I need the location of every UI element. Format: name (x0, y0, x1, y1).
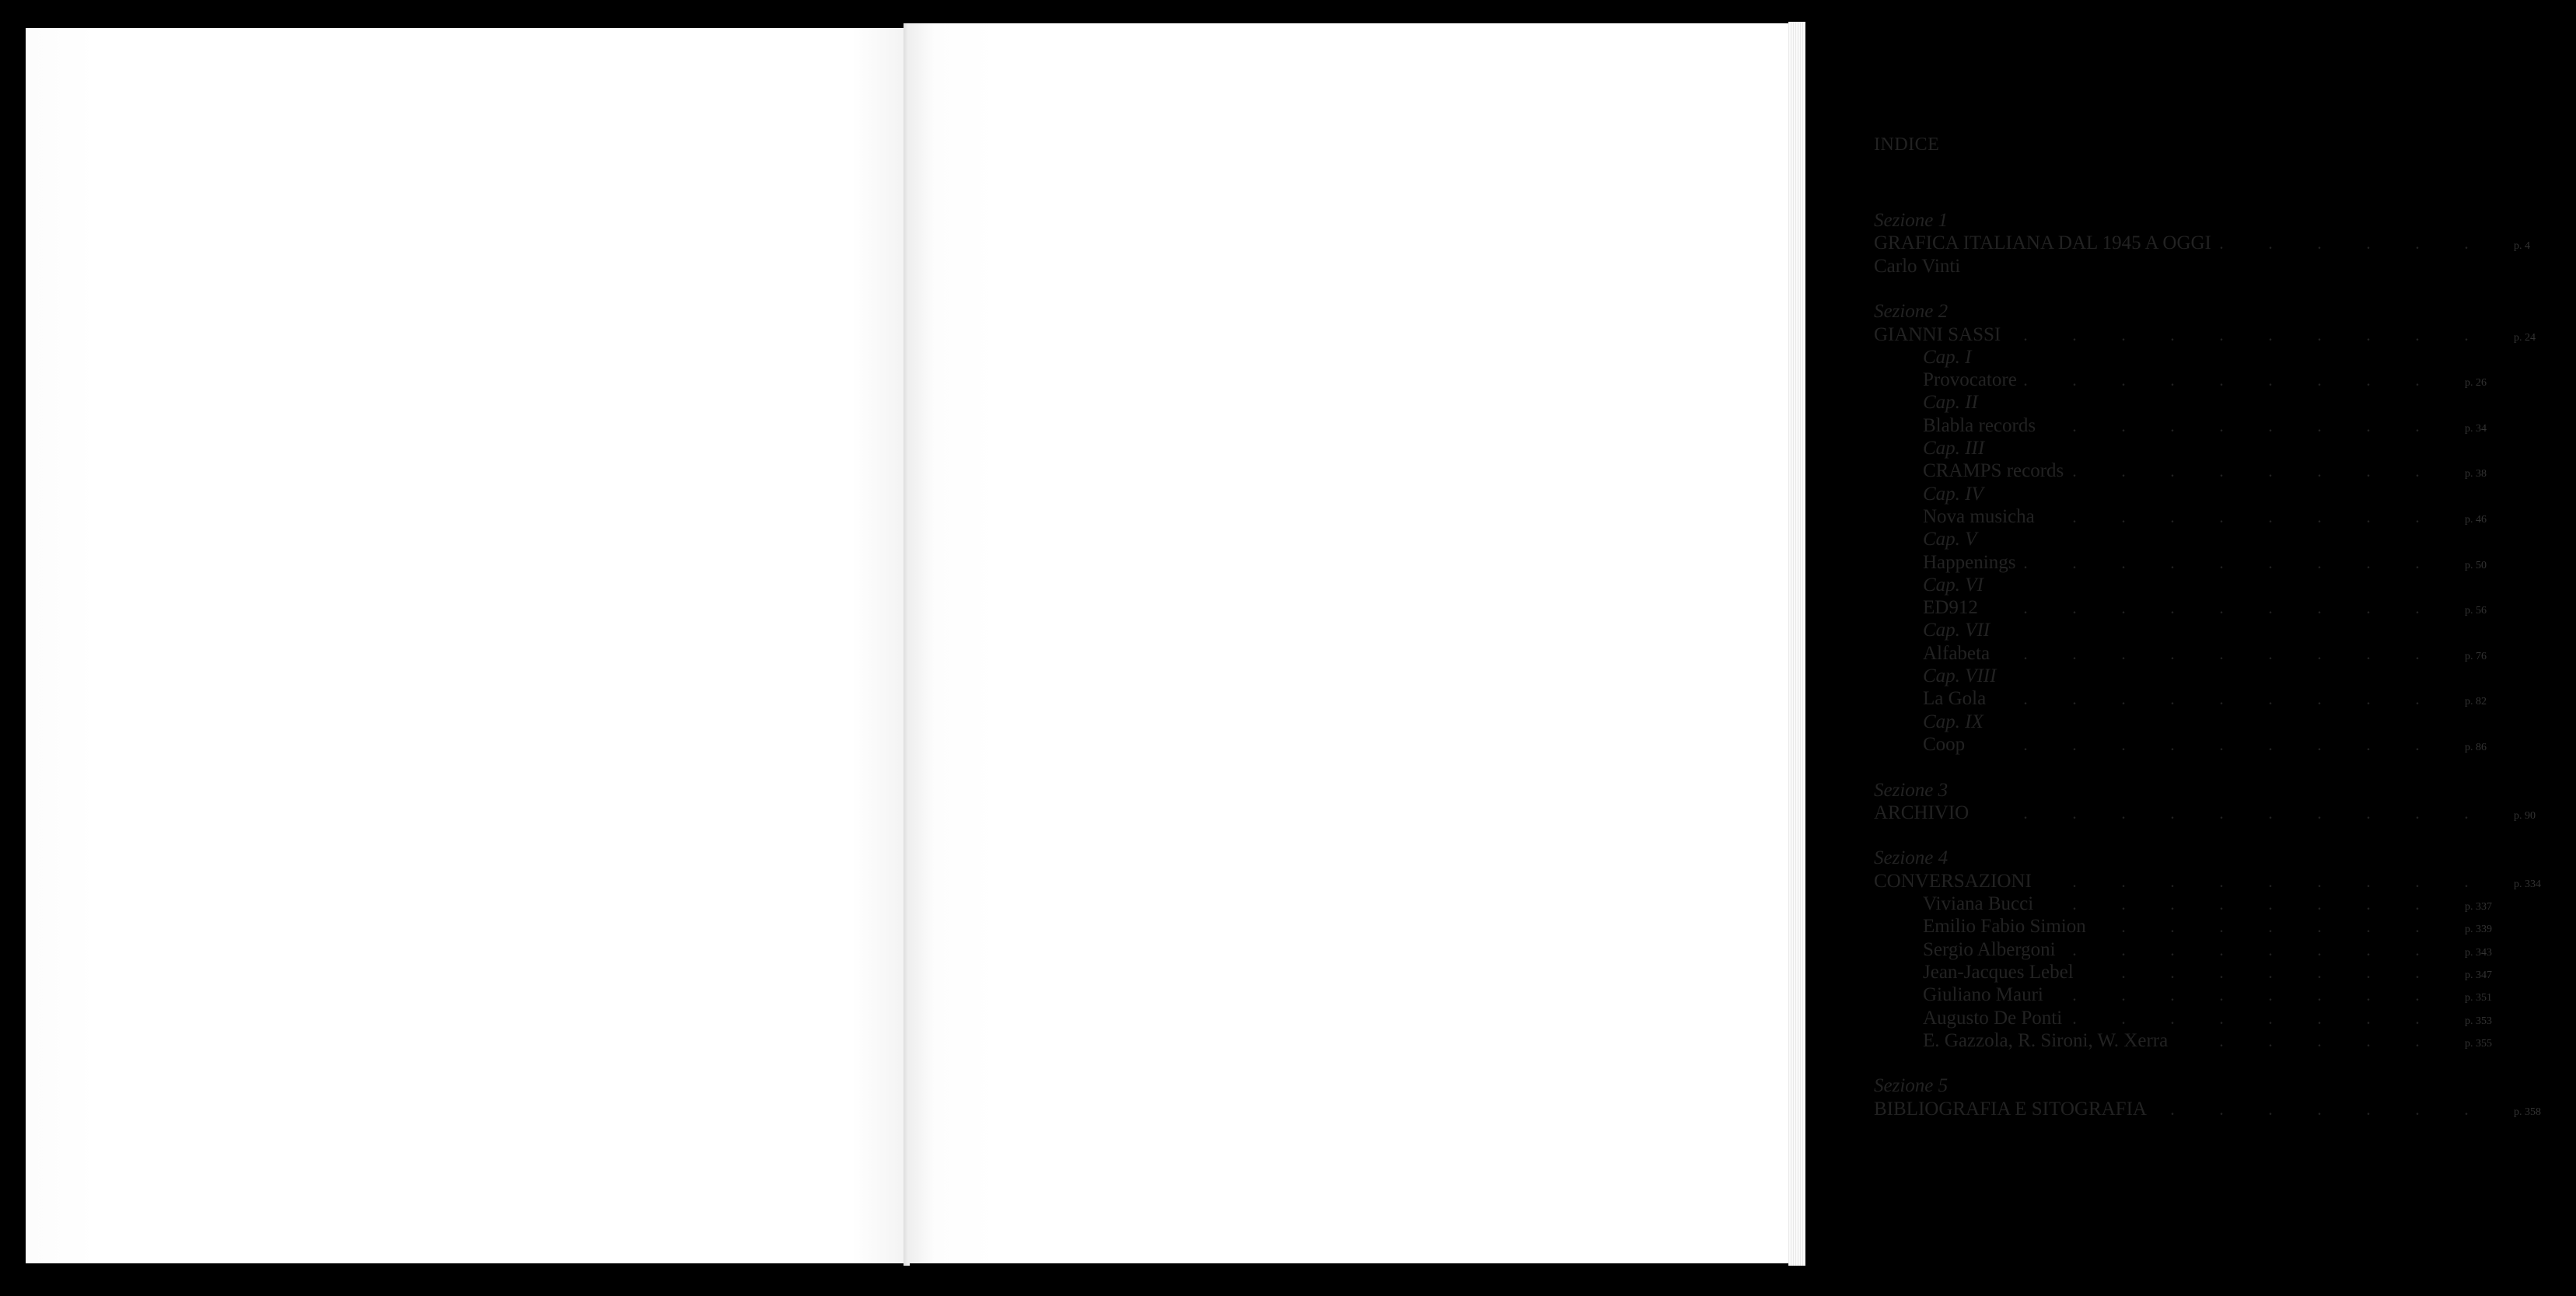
leader-dot: . (2268, 734, 2273, 754)
leader-dot: . (2268, 939, 2273, 959)
chapter-title: Giuliano Mauri (1923, 984, 2043, 1006)
leader-dot: . (2268, 1030, 2273, 1050)
section-label: Sezione 4 (1874, 847, 1949, 869)
leader-dot: . (2366, 370, 2371, 390)
chapter-title: E. Gazzola, R. Sironi, W. Xerra (1923, 1029, 2169, 1051)
leader-dot: . (2317, 506, 2322, 526)
leader-dot: . (2366, 689, 2371, 709)
toc-entry-chapter[interactable] (1923, 961, 2576, 984)
leader-dot: . (2317, 643, 2322, 663)
section-title: BIBLIOGRAFIA E SITOGRAFIA (1874, 1098, 2147, 1120)
leader-dot: . (2268, 802, 2273, 823)
leader-dot: . (2219, 962, 2224, 982)
chapter-label: Cap. IX (1923, 711, 1984, 732)
leader-dot: . (2317, 962, 2322, 982)
chapter-title: Nova musicha (1923, 505, 2035, 527)
section-label: Sezione 2 (1874, 301, 1949, 323)
leader-dot: . (2415, 802, 2420, 823)
leader-dot: . (2121, 917, 2126, 937)
leader-dot: . (2268, 1008, 2273, 1028)
leader-dot: . (2415, 370, 2420, 390)
leader-dot: . (2219, 871, 2224, 891)
leader-dot: . (2317, 415, 2322, 435)
chapter-title: Sergio Albergoni (1923, 938, 2056, 960)
leader-dot: . (2023, 324, 2028, 344)
leader-dot: . (2317, 552, 2322, 572)
leader-dot: . (2219, 598, 2224, 618)
leader-dot: . (2121, 324, 2126, 344)
left-blank-page (26, 28, 905, 1263)
leader-dot: . (2023, 643, 2028, 663)
page-number: p. 24 (2514, 331, 2536, 344)
toc-entry-chapter[interactable] (1923, 915, 2576, 938)
page-number: p. 339 (2465, 924, 2492, 936)
leader-dot: . (2317, 894, 2322, 913)
leader-dot: . (2219, 1099, 2224, 1119)
leader-dot: . (2415, 324, 2420, 344)
leader-dot: . (2219, 689, 2224, 709)
section-author: Carlo Vinti (1874, 255, 1961, 277)
section-title: ARCHIVIO (1874, 802, 1970, 823)
leader-dot: . (2317, 871, 2322, 891)
leader-dot: . (2317, 233, 2322, 253)
leader-dot: . (2219, 233, 2224, 253)
leader-dot: . (2317, 1030, 2322, 1050)
right-page (907, 23, 2541, 1263)
leader-dot: . (2170, 598, 2175, 618)
leader-dot: . (2268, 598, 2273, 618)
leader-dot: . (2219, 415, 2224, 435)
leader-dot: . (2121, 552, 2126, 572)
toc-entry-section[interactable] (1874, 802, 2574, 825)
leader-dot: . (2170, 917, 2175, 937)
leader-dot: . (2219, 1030, 2224, 1050)
leader-dot: . (2072, 598, 2077, 618)
leader-dot: . (2268, 233, 2273, 253)
page-number: p. 343 (2465, 946, 2492, 959)
leader-dot: . (2170, 552, 2175, 572)
leader-dot: . (2317, 324, 2322, 344)
toc-entry-chapter[interactable] (1923, 505, 2576, 529)
toc-entry-chapter[interactable] (1923, 369, 2576, 392)
chapter-title: Coop (1923, 733, 1966, 755)
page-number: p. 358 (2514, 1106, 2541, 1118)
chapter-title: La Gola (1923, 688, 1987, 710)
leader-dot: . (2415, 689, 2420, 709)
toc-entry-chapter[interactable] (1923, 1029, 2576, 1053)
leader-dot: . (2121, 506, 2126, 526)
leader-dot: . (2170, 985, 2175, 1005)
leader-dot: . (2121, 461, 2126, 481)
chapter-label: Cap. V (1923, 529, 1977, 550)
leader-dot: . (2268, 985, 2273, 1005)
toc-entry-chapter[interactable] (1923, 983, 2576, 1007)
leader-dot: . (2366, 985, 2371, 1005)
leader-dot: . (2366, 598, 2371, 618)
leader-dot: . (2317, 598, 2322, 618)
leader-dot: . (2170, 962, 2175, 982)
page-number: p. 334 (2514, 878, 2541, 890)
leader-dot: . (2366, 506, 2371, 526)
toc-entry-chapter[interactable] (1923, 642, 2576, 665)
chapter-title: Emilio Fabio Simion (1923, 916, 2086, 938)
chapter-title: Provocatore (1923, 369, 2017, 391)
leader-dot: . (2317, 985, 2322, 1005)
leader-dot: . (2121, 370, 2126, 390)
page-number: p. 82 (2465, 696, 2487, 708)
leader-dot: . (2121, 985, 2126, 1005)
leader-dot: . (2219, 917, 2224, 937)
leader-dot: . (2366, 894, 2371, 913)
chapter-label: Cap. IV (1923, 483, 1984, 505)
leader-dot: . (2219, 552, 2224, 572)
toc-entry-chapter[interactable] (1923, 414, 2576, 438)
leader-dot: . (2268, 415, 2273, 435)
leader-dot: . (2219, 894, 2224, 913)
chapter-label: Cap. VIII (1923, 665, 1997, 686)
page-number: p. 347 (2465, 969, 2492, 981)
leader-dot: . (2023, 598, 2028, 618)
leader-dot: . (2121, 598, 2126, 618)
index-title: INDICE (1874, 134, 1940, 155)
leader-dot: . (2219, 506, 2224, 526)
leader-dot: . (2415, 871, 2420, 891)
leader-dot: . (2219, 461, 2224, 481)
chapter-label: Cap. III (1923, 438, 1985, 459)
leader-dot: . (2219, 1008, 2224, 1028)
leader-dot: . (2366, 1030, 2371, 1050)
leader-dot: . (2072, 506, 2077, 526)
section-label: Sezione 1 (1874, 210, 1949, 231)
toc-entry-chapter[interactable] (1923, 1007, 2576, 1030)
page-number: p. 56 (2465, 605, 2487, 617)
section-title: GRAFICA ITALIANA DAL 1945 A OGGI (1874, 232, 2211, 254)
leader-dot: . (2219, 985, 2224, 1005)
leader-dot: . (2415, 461, 2420, 481)
leader-dot: . (2464, 1099, 2469, 1119)
leader-dot: . (2219, 939, 2224, 959)
leader-dot: . (2366, 734, 2371, 754)
leader-dot: . (2121, 962, 2126, 982)
leader-dot: . (2415, 1030, 2420, 1050)
section-label: Sezione 3 (1874, 779, 1949, 801)
leader-dot: . (2268, 1099, 2273, 1119)
leader-dot: . (2268, 552, 2273, 572)
leader-dot: . (2415, 598, 2420, 618)
leader-dot: . (2072, 985, 2077, 1005)
leader-dot: . (2366, 552, 2371, 572)
leader-dot: . (2415, 894, 2420, 913)
leader-dot: . (2464, 233, 2469, 253)
leader-dot: . (2464, 802, 2469, 823)
leader-dot: . (2317, 734, 2322, 754)
leader-dot: . (2366, 233, 2371, 253)
leader-dot: . (2170, 1099, 2175, 1119)
chapter-label: Cap. I (1923, 346, 1972, 368)
section-label: Sezione 5 (1874, 1075, 1949, 1097)
leader-dot: . (2170, 370, 2175, 390)
leader-dot: . (2023, 370, 2028, 390)
toc-entry-section[interactable] (1874, 232, 2574, 255)
leader-dot: . (2219, 370, 2224, 390)
chapter-label: Cap. VII (1923, 620, 1991, 641)
leader-dot: . (2023, 734, 2028, 754)
leader-dot: . (2121, 802, 2126, 823)
leader-dot: . (2268, 506, 2273, 526)
chapter-title: CRAMPS records (1923, 460, 2064, 482)
toc-entry-chapter[interactable] (1923, 938, 2576, 962)
leader-dot: . (2170, 506, 2175, 526)
leader-dot: . (2268, 643, 2273, 663)
leader-dot: . (2464, 871, 2469, 891)
leader-dot: . (2121, 734, 2126, 754)
leader-dot: . (2023, 802, 2028, 823)
leader-dot: . (2366, 643, 2371, 663)
leader-dot: . (2219, 643, 2224, 663)
leader-dot: . (2317, 939, 2322, 959)
page-number: p. 26 (2465, 377, 2487, 389)
leader-dot: . (2268, 370, 2273, 390)
leader-dot: . (2170, 461, 2175, 481)
section-title: GIANNI SASSI (1874, 323, 2001, 345)
leader-dot: . (2072, 643, 2077, 663)
leader-dot: . (2072, 939, 2077, 959)
leader-dot: . (2170, 1008, 2175, 1028)
leader-dot: . (2366, 871, 2371, 891)
leader-dot: . (2170, 734, 2175, 754)
toc-entry-chapter[interactable] (1923, 551, 2576, 575)
leader-dot: . (2317, 802, 2322, 823)
leader-dot: . (2317, 461, 2322, 481)
leader-dot: . (2170, 871, 2175, 891)
leader-dot: . (2170, 689, 2175, 709)
leader-dot: . (2121, 415, 2126, 435)
toc-entry-chapter[interactable] (1923, 893, 2576, 916)
leader-dot: . (2317, 1008, 2322, 1028)
leader-dot: . (2023, 552, 2028, 572)
chapter-label: Cap. II (1923, 392, 1978, 414)
leader-dot: . (2268, 871, 2273, 891)
page-edges (1788, 22, 1805, 1266)
leader-dot: . (2170, 894, 2175, 913)
leader-dot: . (2366, 461, 2371, 481)
leader-dot: . (2268, 689, 2273, 709)
toc-entry-chapter[interactable] (1923, 459, 2576, 483)
leader-dot: . (2366, 939, 2371, 959)
leader-dot: . (2023, 689, 2028, 709)
chapter-title: Blabla records (1923, 414, 2036, 436)
page-number: p. 50 (2465, 559, 2487, 571)
leader-dot: . (2415, 985, 2420, 1005)
leader-dot: . (2366, 415, 2371, 435)
chapter-title: Viviana Bucci (1923, 893, 2034, 914)
leader-dot: . (2072, 461, 2077, 481)
table-of-contents (1874, 23, 2574, 1263)
chapter-title: Jean-Jacques Lebel (1923, 961, 2074, 983)
leader-dot: . (2170, 802, 2175, 823)
leader-dot: . (2072, 871, 2077, 891)
toc-entry-chapter[interactable] (1923, 687, 2576, 711)
leader-dot: . (2121, 939, 2126, 959)
chapter-label: Cap. VI (1923, 574, 1984, 596)
leader-dot: . (2268, 894, 2273, 913)
section-title: CONVERSAZIONI (1874, 870, 2032, 892)
leader-dot: . (2415, 506, 2420, 526)
page-number: p. 86 (2465, 741, 2487, 753)
leader-dot: . (2072, 802, 2077, 823)
leader-dot: . (2415, 917, 2420, 937)
toc-entry-section[interactable] (1874, 1098, 2574, 1121)
leader-dot: . (2121, 894, 2126, 913)
toc-entry-chapter[interactable] (1923, 733, 2576, 756)
leader-dot: . (2268, 461, 2273, 481)
page-number: p. 76 (2465, 650, 2487, 662)
leader-dot: . (2072, 1008, 2077, 1028)
leader-dot: . (2317, 917, 2322, 937)
leader-dot: . (2268, 962, 2273, 982)
leader-dot: . (2366, 962, 2371, 982)
page-number: p. 4 (2514, 240, 2530, 253)
leader-dot: . (2415, 962, 2420, 982)
leader-dot: . (2072, 415, 2077, 435)
leader-dot: . (2415, 233, 2420, 253)
leader-dot: . (2121, 643, 2126, 663)
leader-dot: . (2317, 689, 2322, 709)
leader-dot: . (2317, 370, 2322, 390)
page-number: p. 351 (2465, 992, 2492, 1004)
leader-dot: . (2366, 1008, 2371, 1028)
chapter-title: Happenings (1923, 551, 2016, 573)
chapter-title: Alfabeta (1923, 642, 1991, 664)
toc-entry-section[interactable] (1874, 870, 2574, 893)
leader-dot: . (2219, 324, 2224, 344)
leader-dot: . (2121, 1008, 2126, 1028)
leader-dot: . (2415, 1008, 2420, 1028)
leader-dot: . (2170, 939, 2175, 959)
leader-dot: . (2170, 415, 2175, 435)
page-number: p. 38 (2465, 468, 2487, 480)
leader-dot: . (2219, 802, 2224, 823)
leader-dot: . (2415, 939, 2420, 959)
leader-dot: . (2366, 917, 2371, 937)
leader-dot: . (2072, 734, 2077, 754)
leader-dot: . (2317, 1099, 2322, 1119)
leader-dot: . (2219, 734, 2224, 754)
page-number: p. 34 (2465, 422, 2487, 435)
leader-dot: . (2072, 689, 2077, 709)
leader-dot: . (2268, 324, 2273, 344)
leader-dot: . (2366, 324, 2371, 344)
leader-dot: . (2072, 324, 2077, 344)
leader-dot: . (2170, 643, 2175, 663)
chapter-title: Augusto De Ponti (1923, 1007, 2063, 1029)
leader-dot: . (2268, 917, 2273, 937)
leader-dot: . (2366, 802, 2371, 823)
leader-dot: . (2072, 552, 2077, 572)
leader-dot: . (2072, 370, 2077, 390)
page-number: p. 353 (2465, 1015, 2492, 1027)
toc-entry-section[interactable] (1874, 323, 2574, 347)
leader-dot: . (2464, 324, 2469, 344)
leader-dot: . (2415, 552, 2420, 572)
chapter-title: ED912 (1923, 597, 1978, 619)
leader-dot: . (2366, 1099, 2371, 1119)
leader-dot: . (2170, 324, 2175, 344)
leader-dot: . (2415, 734, 2420, 754)
leader-dot: . (2415, 643, 2420, 663)
page-number: p. 355 (2465, 1037, 2492, 1050)
leader-dot: . (2415, 1099, 2420, 1119)
leader-dot: . (2415, 415, 2420, 435)
page-number: p. 90 (2514, 809, 2536, 822)
leader-dot: . (2121, 871, 2126, 891)
leader-dot: . (2072, 894, 2077, 913)
leader-dot: . (2121, 689, 2126, 709)
page-number: p. 46 (2465, 513, 2487, 526)
page-number: p. 337 (2465, 901, 2492, 913)
toc-entry-chapter[interactable] (1923, 596, 2576, 620)
